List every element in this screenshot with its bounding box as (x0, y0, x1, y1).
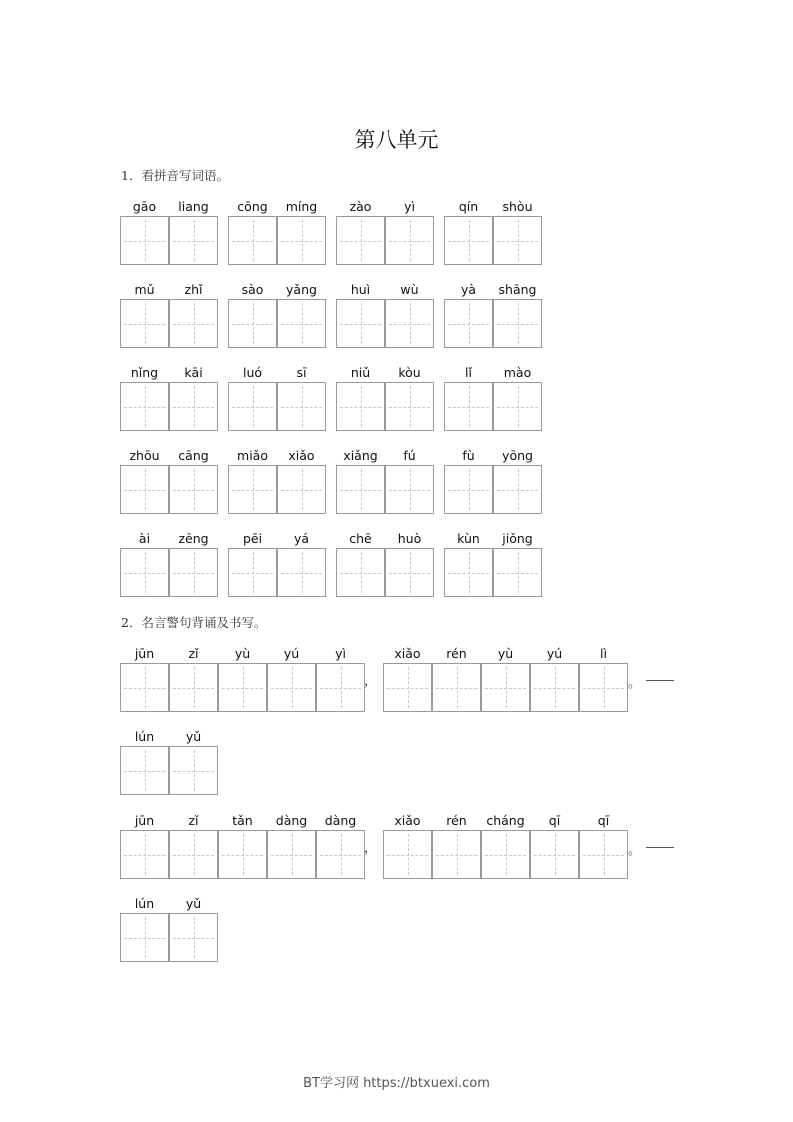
section-2-heading: 2．名言警句背诵及书写。 (121, 615, 267, 630)
quote-1-source-char-2-writing-box[interactable] (169, 746, 218, 795)
word-5-3-char-2-writing-box[interactable] (385, 548, 434, 597)
quote-1-b-char-2-pinyin: rén (446, 646, 467, 661)
word-1-1-char-2-pinyin: liang (178, 199, 209, 214)
quote-2-a-char-4-writing-box[interactable] (267, 830, 316, 879)
word-5-4-char-2-pinyin: jiǒng (502, 531, 533, 546)
quote-2-source-char-2-pinyin: yǔ (185, 896, 202, 911)
word-2-4-char-2-writing-box[interactable] (493, 299, 542, 348)
word-2-3-char-2-writing-box[interactable] (385, 299, 434, 348)
word-2-4-char-2-pinyin: shāng (498, 282, 537, 297)
quote-1-a-char-4-writing-box[interactable] (267, 663, 316, 712)
word-1-3-char-1-writing-box[interactable] (336, 216, 385, 265)
word-5-4-char-1-pinyin: kùn (457, 531, 480, 546)
quote-2-b-char-2-writing-box[interactable] (432, 830, 481, 879)
quote-2-a-char-2-writing-box[interactable] (169, 830, 218, 879)
word-3-4-char-2-writing-box[interactable] (493, 382, 542, 431)
quote-2-a-char-2-pinyin: zǐ (188, 813, 199, 828)
word-3-3-char-1-pinyin: niǔ (350, 365, 371, 380)
word-4-1-char-1-writing-box[interactable] (120, 465, 169, 514)
word-3-1-char-1-writing-box[interactable] (120, 382, 169, 431)
attribution-dash (646, 847, 674, 848)
quote-1-source-char-1-writing-box[interactable] (120, 746, 169, 795)
word-1-1-char-2-writing-box[interactable] (169, 216, 218, 265)
word-1-2-char-2-pinyin: míng (285, 199, 318, 214)
word-3-1-char-2-writing-box[interactable] (169, 382, 218, 431)
word-2-3-char-1-writing-box[interactable] (336, 299, 385, 348)
word-5-4-char-1-writing-box[interactable] (444, 548, 493, 597)
word-4-3-char-2-pinyin: fú (403, 448, 416, 463)
word-5-2-char-1-writing-box[interactable] (228, 548, 277, 597)
word-5-1-char-2-writing-box[interactable] (169, 548, 218, 597)
word-3-4-char-1-pinyin: lǐ (465, 365, 472, 380)
word-2-3-char-1-pinyin: huì (350, 282, 371, 297)
quote-2-source-char-1-writing-box[interactable] (120, 913, 169, 962)
quote-2-a-char-3-pinyin: tǎn (232, 813, 253, 828)
quote-2-b-char-4-writing-box[interactable] (530, 830, 579, 879)
word-3-1-char-2-pinyin: kāi (184, 365, 203, 380)
quote-1-source-char-1-pinyin: lún (134, 729, 155, 744)
word-2-2-char-1-writing-box[interactable] (228, 299, 277, 348)
word-2-3-char-2-pinyin: wù (400, 282, 419, 297)
word-5-2-char-2-writing-box[interactable] (277, 548, 326, 597)
comma-mark: ， (364, 674, 378, 689)
word-4-1-char-1-pinyin: zhōu (129, 448, 160, 463)
quote-2-b-char-1-pinyin: xiǎo (394, 813, 421, 828)
quote-2-a-char-3-writing-box[interactable] (218, 830, 267, 879)
word-3-3-char-2-pinyin: kòu (398, 365, 421, 380)
quote-1-a-char-1-pinyin: jūn (134, 646, 155, 661)
word-4-1-char-2-writing-box[interactable] (169, 465, 218, 514)
word-2-4-char-1-writing-box[interactable] (444, 299, 493, 348)
word-5-1-char-1-writing-box[interactable] (120, 548, 169, 597)
word-4-2-char-1-writing-box[interactable] (228, 465, 277, 514)
word-1-1-char-1-writing-box[interactable] (120, 216, 169, 265)
word-3-2-char-2-pinyin: sī (296, 365, 307, 380)
quote-1-a-char-3-writing-box[interactable] (218, 663, 267, 712)
quote-1-b-char-3-pinyin: yù (497, 646, 514, 661)
section-1-heading: 1．看拼音写词语。 (121, 168, 229, 183)
word-2-2-char-2-writing-box[interactable] (277, 299, 326, 348)
quote-2-b-char-3-writing-box[interactable] (481, 830, 530, 879)
word-1-3-char-2-pinyin: yì (404, 199, 415, 214)
quote-2-a-char-1-pinyin: jūn (134, 813, 155, 828)
quote-1-b-char-2-writing-box[interactable] (432, 663, 481, 712)
word-1-4-char-2-writing-box[interactable] (493, 216, 542, 265)
word-3-3-char-1-writing-box[interactable] (336, 382, 385, 431)
word-3-3-char-2-writing-box[interactable] (385, 382, 434, 431)
quote-2-source-char-2-writing-box[interactable] (169, 913, 218, 962)
word-2-2-char-2-pinyin: yǎng (286, 282, 317, 297)
word-5-3-char-1-pinyin: chē (349, 531, 372, 546)
word-3-4-char-1-writing-box[interactable] (444, 382, 493, 431)
word-2-2-char-1-pinyin: sào (241, 282, 264, 297)
word-1-4-char-1-writing-box[interactable] (444, 216, 493, 265)
quote-2-a-char-5-writing-box[interactable] (316, 830, 365, 879)
quote-2-source-char-1-pinyin: lún (134, 896, 155, 911)
word-2-1-char-1-pinyin: mǔ (134, 282, 155, 297)
attribution-dash (646, 680, 674, 681)
word-5-1-char-1-pinyin: ài (138, 531, 151, 546)
word-2-1-char-1-writing-box[interactable] (120, 299, 169, 348)
quote-1-a-char-5-writing-box[interactable] (316, 663, 365, 712)
period-mark: 。 (628, 676, 642, 691)
quote-1-b-char-4-pinyin: yú (546, 646, 563, 661)
quote-1-a-char-5-pinyin: yì (335, 646, 346, 661)
quote-2-a-char-1-writing-box[interactable] (120, 830, 169, 879)
comma-mark: ， (364, 841, 378, 856)
word-1-2-char-1-pinyin: cōng (237, 199, 268, 214)
word-1-3-char-1-pinyin: zào (349, 199, 372, 214)
quote-1-b-char-3-writing-box[interactable] (481, 663, 530, 712)
word-1-4-char-1-pinyin: qín (458, 199, 479, 214)
word-1-3-char-2-writing-box[interactable] (385, 216, 434, 265)
word-5-4-char-2-writing-box[interactable] (493, 548, 542, 597)
quote-1-a-char-4-pinyin: yú (283, 646, 300, 661)
word-4-4-char-1-pinyin: fù (462, 448, 475, 463)
word-2-1-char-2-pinyin: zhǐ (184, 282, 203, 297)
word-5-3-char-1-writing-box[interactable] (336, 548, 385, 597)
quote-2-b-char-4-pinyin: qī (548, 813, 561, 828)
quote-1-a-char-2-pinyin: zǐ (188, 646, 199, 661)
period-mark: 。 (628, 843, 642, 858)
quote-2-b-char-3-pinyin: cháng (486, 813, 525, 828)
word-1-2-char-2-writing-box[interactable] (277, 216, 326, 265)
quote-1-b-char-5-writing-box[interactable] (579, 663, 628, 712)
quote-1-source-char-2-pinyin: yǔ (185, 729, 202, 744)
word-2-4-char-1-pinyin: yà (460, 282, 477, 297)
quote-2-b-char-1-writing-box[interactable] (383, 830, 432, 879)
word-3-2-char-1-pinyin: luó (242, 365, 263, 380)
word-1-2-char-1-writing-box[interactable] (228, 216, 277, 265)
word-3-4-char-2-pinyin: mào (503, 365, 532, 380)
quote-1-b-char-1-pinyin: xiǎo (394, 646, 421, 661)
quote-1-a-char-2-writing-box[interactable] (169, 663, 218, 712)
word-3-1-char-1-pinyin: nǐng (130, 365, 159, 380)
word-1-4-char-2-pinyin: shòu (502, 199, 533, 214)
word-5-3-char-2-pinyin: huò (397, 531, 422, 546)
footer-watermark: BT学习网 https://btxuexi.com (303, 1076, 490, 1091)
word-3-2-char-2-writing-box[interactable] (277, 382, 326, 431)
quote-1-b-char-5-pinyin: lì (600, 646, 607, 661)
word-5-2-char-2-pinyin: yá (293, 531, 310, 546)
word-4-2-char-2-pinyin: xiǎo (288, 448, 315, 463)
word-5-1-char-2-pinyin: zēng (178, 531, 209, 546)
word-3-2-char-1-writing-box[interactable] (228, 382, 277, 431)
quote-2-a-char-4-pinyin: dàng (275, 813, 308, 828)
word-4-4-char-2-pinyin: yōng (502, 448, 533, 463)
word-4-2-char-1-pinyin: miǎo (237, 448, 268, 463)
quote-2-b-char-5-writing-box[interactable] (579, 830, 628, 879)
word-4-2-char-2-writing-box[interactable] (277, 465, 326, 514)
quote-1-a-char-3-pinyin: yù (234, 646, 251, 661)
word-4-4-char-1-writing-box[interactable] (444, 465, 493, 514)
word-1-1-char-1-pinyin: gāo (132, 199, 157, 214)
word-4-3-char-1-pinyin: xiǎng (343, 448, 378, 463)
quote-1-b-char-4-writing-box[interactable] (530, 663, 579, 712)
page-title: 第八单元 (354, 128, 439, 152)
quote-2-a-char-5-pinyin: dàng (324, 813, 357, 828)
quote-2-b-char-2-pinyin: rén (446, 813, 467, 828)
word-4-3-char-2-writing-box[interactable] (385, 465, 434, 514)
word-4-1-char-2-pinyin: cāng (178, 448, 209, 463)
quote-1-b-char-1-writing-box[interactable] (383, 663, 432, 712)
word-4-4-char-2-writing-box[interactable] (493, 465, 542, 514)
word-2-1-char-2-writing-box[interactable] (169, 299, 218, 348)
quote-2-b-char-5-pinyin: qī (597, 813, 610, 828)
word-5-2-char-1-pinyin: pēi (242, 531, 263, 546)
word-4-3-char-1-writing-box[interactable] (336, 465, 385, 514)
quote-1-a-char-1-writing-box[interactable] (120, 663, 169, 712)
